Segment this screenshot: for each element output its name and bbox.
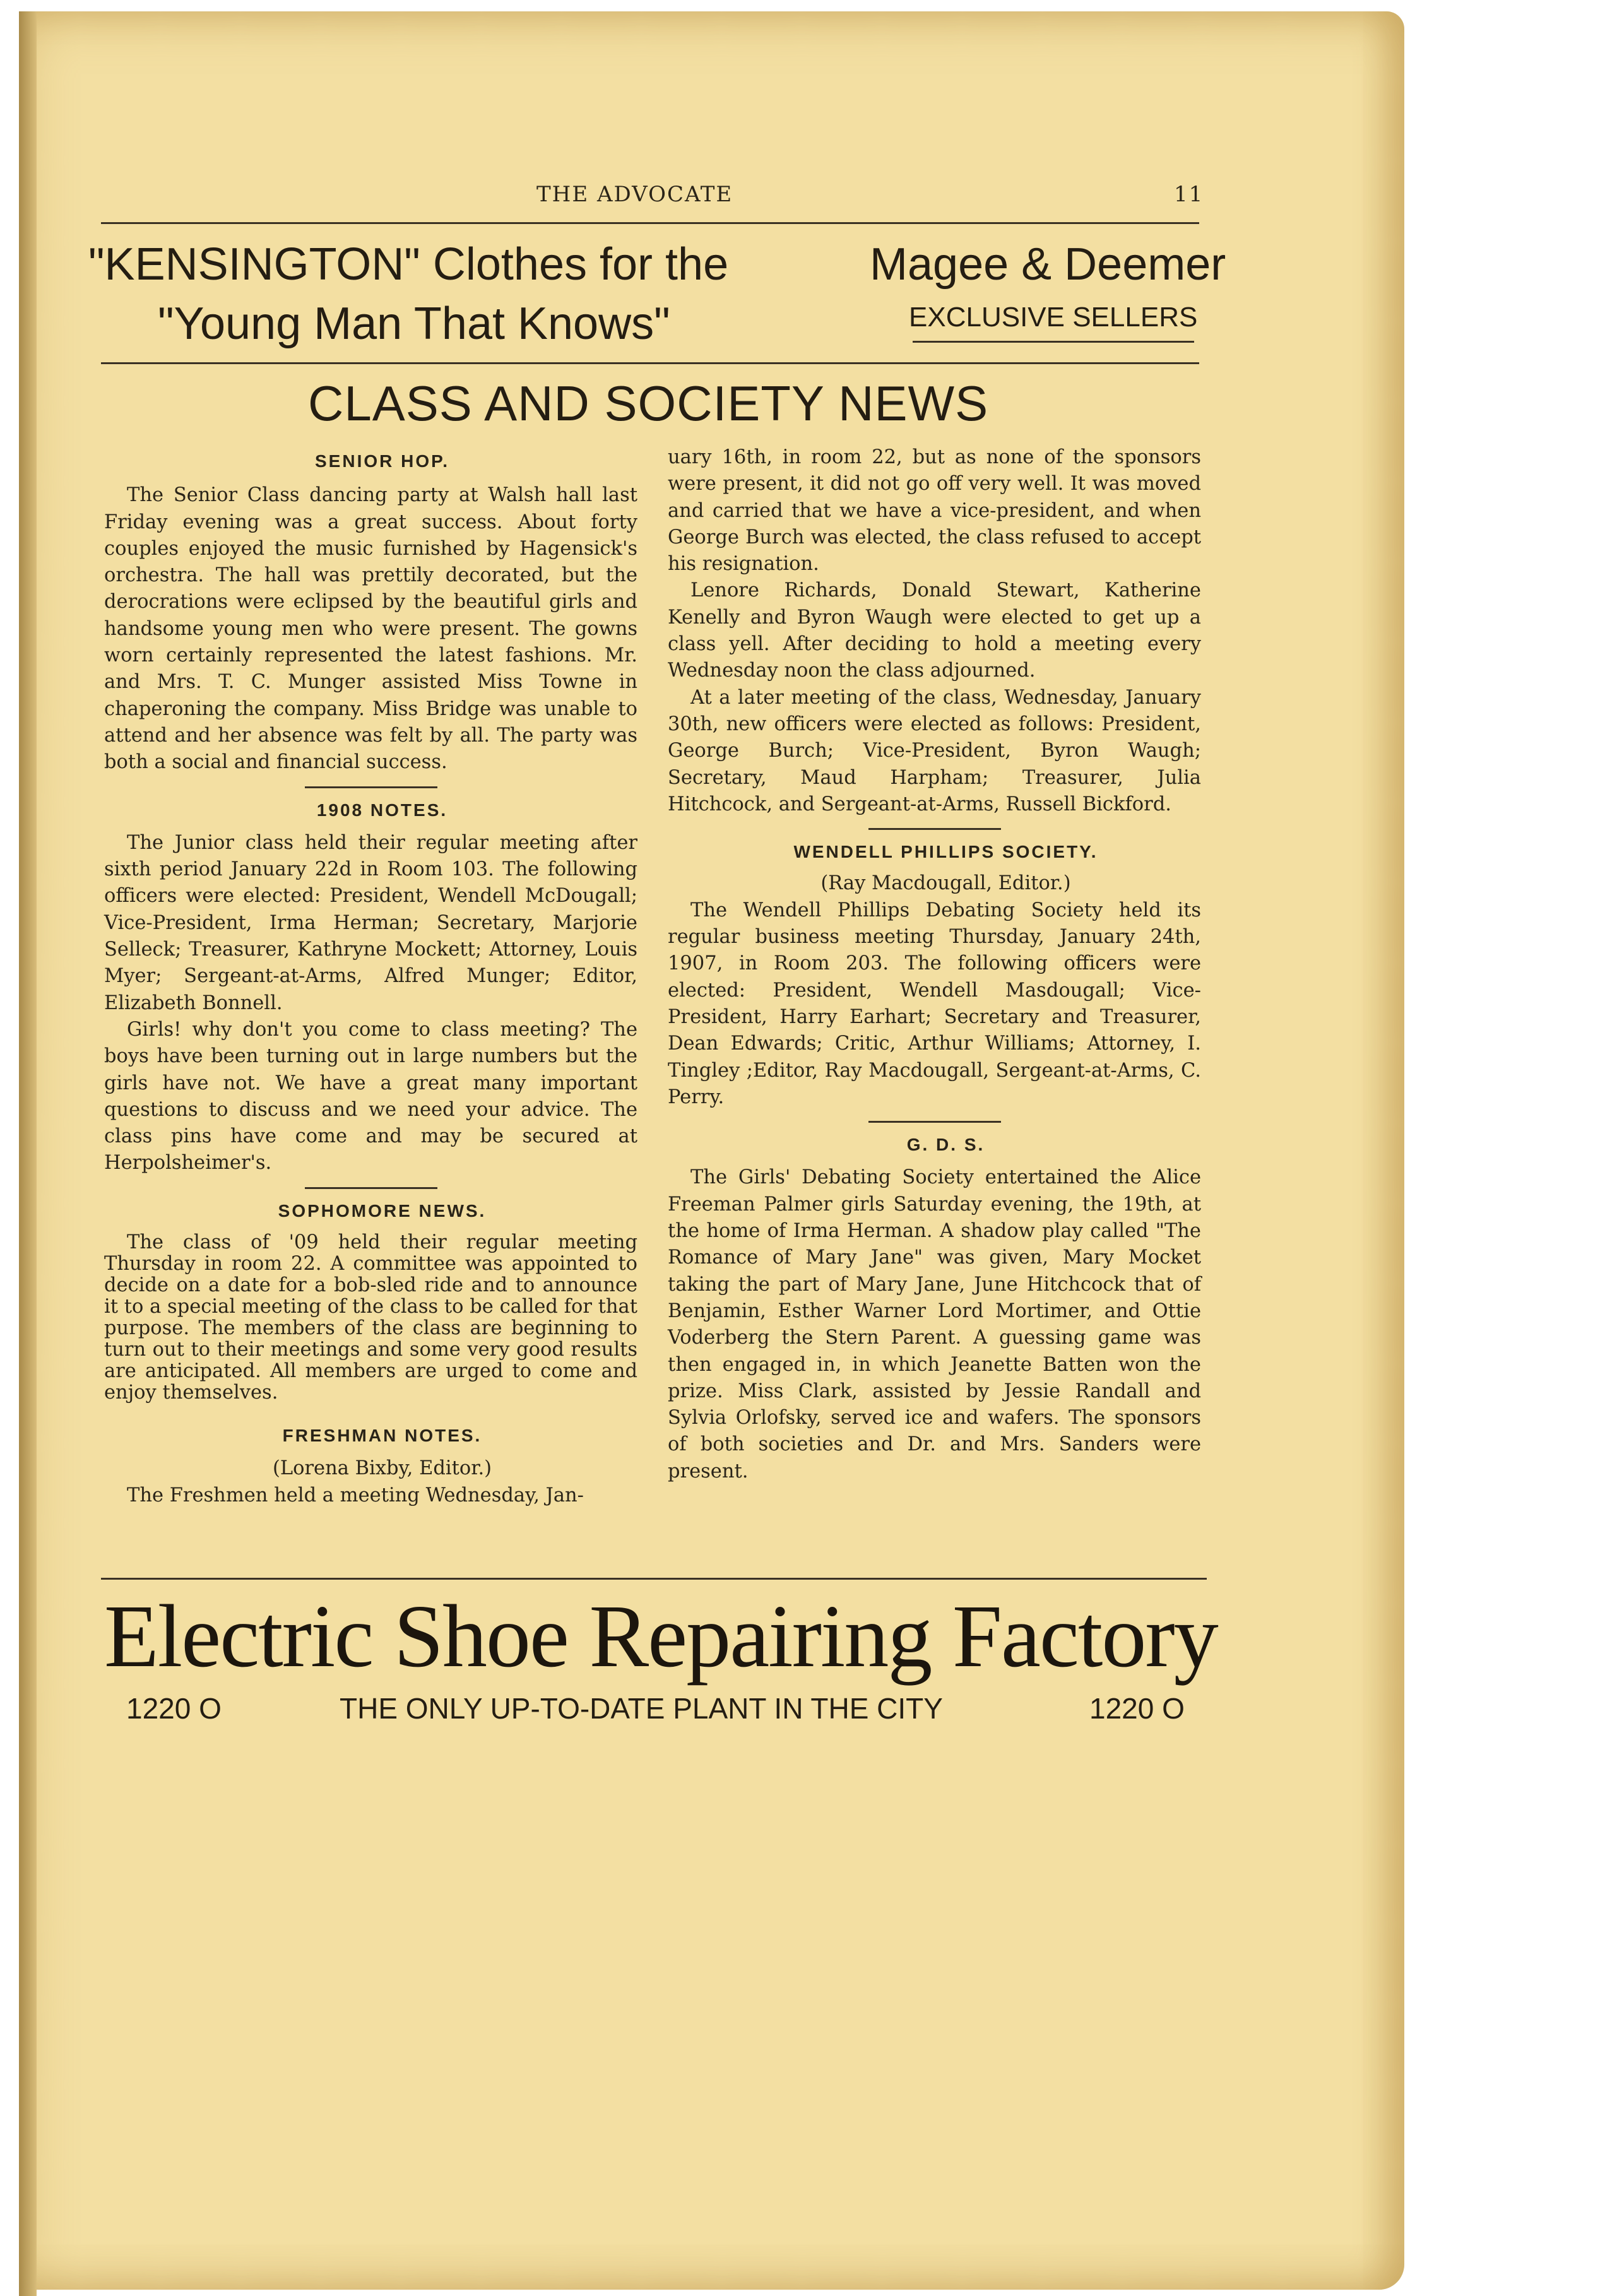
ad-kensington-line2: "Young Man That Knows" <box>158 299 670 349</box>
ad-seller-name: Magee & Deemer <box>870 239 1226 290</box>
shoe-repair-address-right: 1220 O <box>1089 1692 1185 1725</box>
page-binding-edge <box>19 11 37 2296</box>
wendell-editor: (Ray Macdougall, Editor.) <box>820 872 1071 895</box>
notes-1908-paragraph-1: The Junior class held their regular meeting after sixth period January 22d in Room 103. The following officers were elected: President, Wendell McDougall; Vice-President, Irma Herman; Secretary, Marjorie Selleck; Treasurer, Kathryne Mockett; Attorney, Louis Myer; Sergeant-at-Arms, Alfred Munger; Editor, Elizabeth Bonnell. <box>104 831 637 1014</box>
ad-seller-underline <box>913 341 1194 343</box>
section-banner-title: CLASS AND SOCIETY NEWS <box>308 376 989 431</box>
header-rule <box>101 222 1199 224</box>
freshman-paragraph-3: At a later meeting of the class, Wednesday, January 30th, new officers were elected as follows: President, George Burch; Vice-President, Byron Waugh; Secretary, Maud Harpham; Treasurer, Julia Hitchcock, and Sergeant-at-Arms, Russell Bickford. <box>668 686 1201 815</box>
divider <box>868 828 1001 830</box>
left-column <box>104 448 637 1509</box>
freshman-heading: FRESHMAN NOTES. <box>282 1426 482 1446</box>
right-column <box>668 444 1201 1485</box>
notes-1908-paragraph-2: Girls! why don't you come to class meeting? The boys have been turning out in large numbers but the girls have not. We have a great many important questions to discuss and we need your advice. The class pins have come and may be secured at Herpolsheimer's. <box>104 1018 637 1175</box>
sophomore-paragraph: The class of '09 held their regular meeting Thursday in room 22. A committee was appointed to decide on a date for a bob-sled ride and to announce it to a special meeting of the class to be called for that purpose. The members of the class are beginning to turn out to their meetings and some very good results are anticipated. All members are urged to come and enjoy themselves. <box>104 1231 637 1404</box>
notes-1908-heading: 1908 NOTES. <box>316 800 448 820</box>
divider <box>305 786 437 788</box>
freshman-paragraph-2: Lenore Richards, Donald Stewart, Katherine Kenelly and Byron Waugh were elected to get up a class yell. After deciding to hold a meeting every Wednesday noon the class adjourned. <box>668 579 1201 682</box>
sophomore-heading: SOPHOMORE NEWS. <box>278 1200 487 1221</box>
freshman-editor: (Lorena Bixby, Editor.) <box>272 1457 492 1480</box>
ad-kensington-line1: "KENSINGTON" Clothes for the <box>88 239 729 290</box>
freshman-paragraph-continued: uary 16th, in room 22, but as none of the sponsors were present, it did not go off very well. It was moved and carried that we have a vice-president, and when George Burch was elected, the class refused to accept his resignation. <box>668 446 1201 576</box>
shoe-repair-address-left: 1220 O <box>126 1692 222 1725</box>
freshman-paragraph-start: The Freshmen held a meeting Wednesday, Jan- <box>127 1484 584 1506</box>
divider <box>305 1187 437 1189</box>
shoe-repair-ad-title: Electric Shoe Repairing Factory <box>104 1586 1217 1686</box>
gds-paragraph: The Girls' Debating Society entertained the Alice Freeman Palmer girls Saturday evening, the 19th, at the home of Irma Herman. A shadow play called "The Romance of Mary Jane" was given, Mary Mocket taking the part of Mary Jane, June Hitchcock that of Benjamin, Esther Warner Lord Mortimer, and Ottie Voderberg the Stern Parent. A guessing game was then engaged in, in which Jeanette Batten won the prize. Miss Clark, assisted by Jessie Randall and Sylvia Orlofsky, served ice and wafers. The sponsors of both societies and Dr. and Mrs. Sanders were present. <box>668 1166 1201 1482</box>
shoe-repair-tagline: THE ONLY UP-TO-DATE PLANT IN THE CITY <box>340 1692 943 1725</box>
divider <box>868 1121 1001 1123</box>
page-number: 11 <box>1174 182 1204 207</box>
wendell-paragraph: The Wendell Phillips Debating Society held its regular business meeting Thursday, January 24th, 1907, in Room 203. The following officers were elected: President, Wendell Masdougall; Vice-President, Harry Earhart; Secretary and Treasurer, Dean Edwards; Critic, Arthur Williams; Attorney, I. Tingley ;Editor, Ray Macdougall, Sergeant-at-Arms, C. Perry. <box>668 899 1201 1108</box>
publication-name: THE ADVOCATE <box>536 182 733 207</box>
wendell-heading: WENDELL PHILLIPS SOCIETY. <box>793 842 1098 862</box>
ad-seller-tag: EXCLUSIVE SELLERS <box>909 302 1198 333</box>
senior-hop-heading: SENIOR HOP. <box>315 451 449 471</box>
footer-ad-rule <box>101 1578 1207 1580</box>
senior-hop-paragraph: The Senior Class dancing party at Walsh hall last Friday evening was a great success. About forty couples enjoyed the music furnished by Hagensick's orchestra. The hall was prettily decorated, but the derocrations were eclipsed by the beautiful girls and handsome young men who were present. The gowns worn certainly represented the latest fashions. Mr. and Mrs. T. C. Munger assisted Miss Towne in chaperoning the company. Miss Bridge was unable to attend and her absence was felt by all. The party was both a social and financial success. <box>104 484 637 774</box>
ad-bottom-rule <box>101 362 1199 364</box>
gds-heading: G. D. S. <box>906 1135 985 1155</box>
